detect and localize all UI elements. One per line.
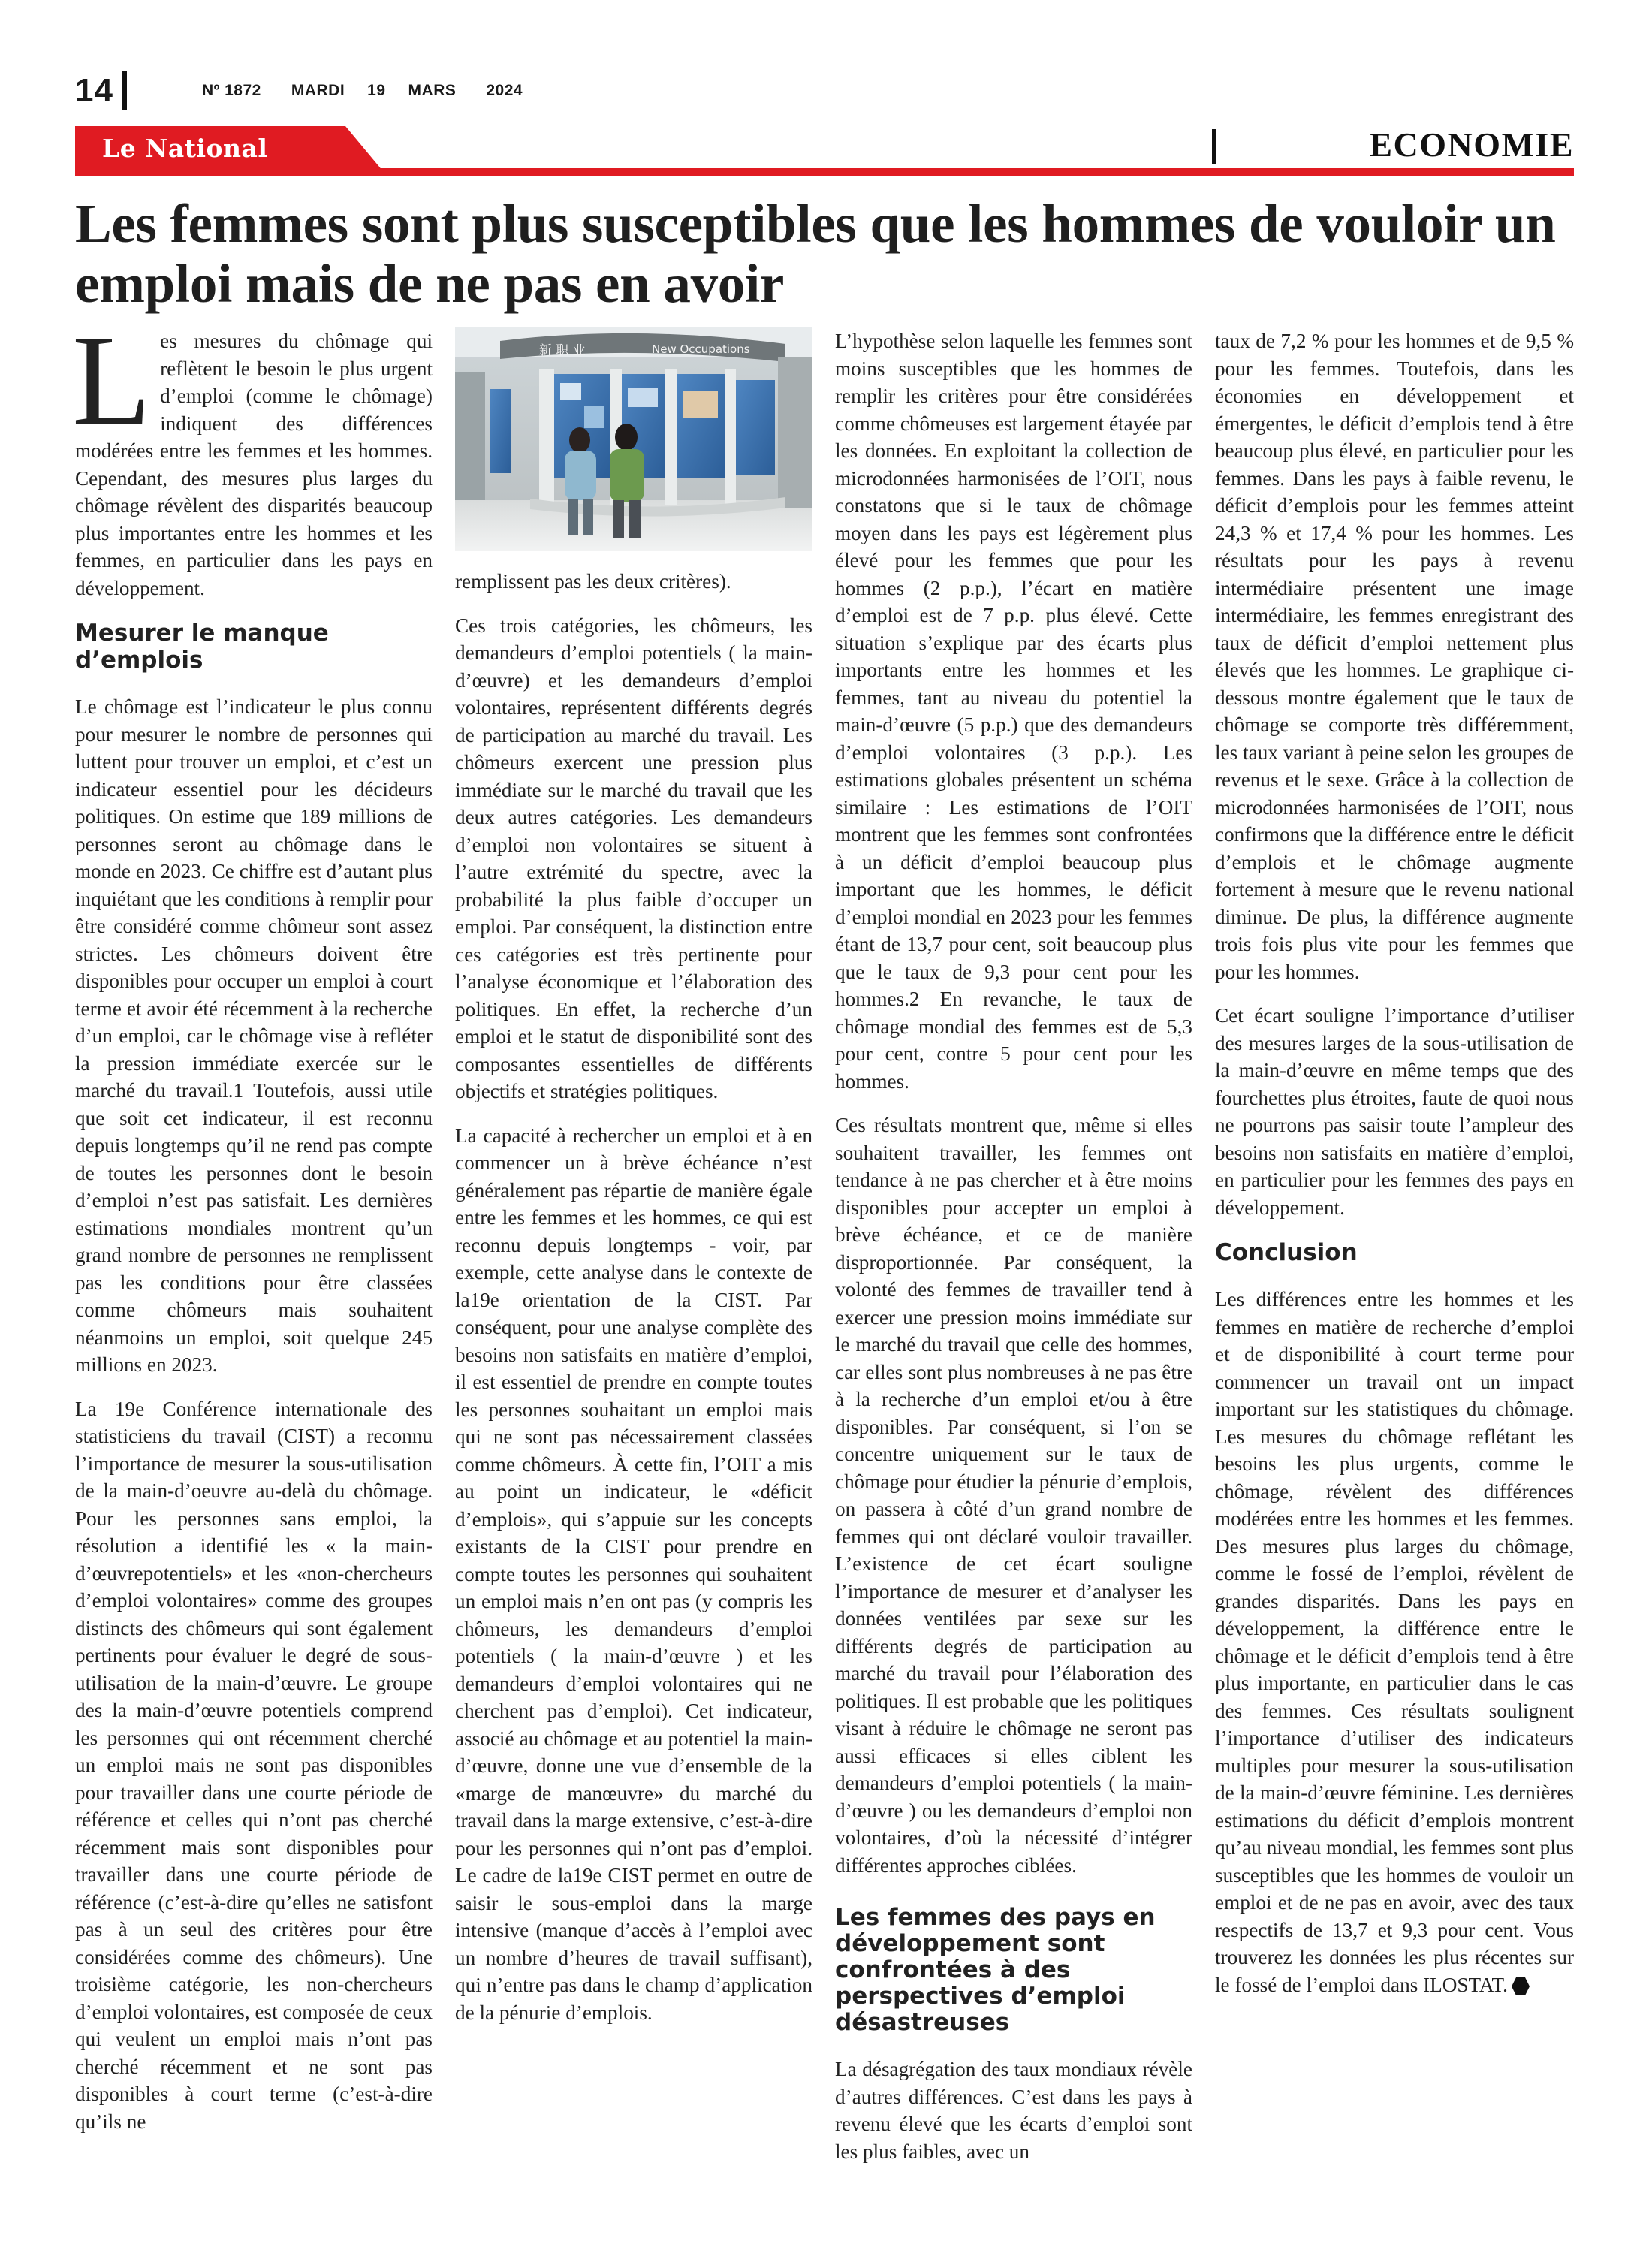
lead-paragraph <box>72 309 433 602</box>
page-number: 14 <box>75 72 113 109</box>
brand-logo: Le National <box>102 134 268 163</box>
folio <box>75 69 523 113</box>
paragraph: La désagrégation des taux mondiaux révèle d’autres différences. C’est dans les pays à revenu élevé que les écarts d’emploi sont les plus faibles, avec un <box>835 2058 1192 2163</box>
conclusion-paragraph <box>1215 1286 1574 1998</box>
section-divider <box>1212 129 1216 164</box>
article-photo <box>455 327 812 551</box>
article-column-4 <box>1215 327 1574 2015</box>
article-column-1 <box>72 309 433 2152</box>
conclusion-text: Les différences entre les hommes et les femmes en matière de recherche d’emploi et de disponibilité à court terme pour commencer un travail ont un impact important sur les statistiques du chômage. Les mesures du chômage reflétant les besoins les plus urgents, comme le chômage, révèlent des différences modérées entre les hommes et les femmes. Des mesures plus larges du chômage, comme le fossé de l’emploi, révèlent de grandes disparités. Dans les pays en développement, la différence entre le chômage et le déficit d’emplois tend à être plus importante, en particulier dans le cas des femmes. Ces résultats soulignent l’importance d’utiliser des indicateurs multiples pour mesurer la sous-utilisation de la main-d’œuvre féminine. Les dernières estimations du déficit d’emplois montrent qu’au niveau mondial, les femmes sont plus susceptibles que les hommes de vouloir un emploi et de ne pas en avoir, avec des taux respectifs de 13,7 et 9,3 pour cent. Vous trouverez les données les plus récentes sur le fossé de l’emploi dans ILOSTAT. <box>1215 1288 1574 1996</box>
paragraph: L’hypothèse selon laquelle les femmes sont moins susceptibles que les hommes de remplir les critères pour être considérées comme chômeuses est largement étayée par les données. En exploitant la collection de microdonnées harmonisées de l’OIT, nous constatons que si le taux de chômage moyen dans les pays est légèrement plus élevé pour les femmes que pour les hommes (2 p.p.), l’écart en matière d’emploi est de 7 p.p. plus élevé. Cette situation s’explique par des écarts plus importants entre les hommes et les femmes, tant au niveau du potentiel la main-d’œuvre (5 p.p.) que des demandeurs d’emploi volontaires (3 p.p.). Les estimations globales présentent un schéma similaire : Les estimations de l’OIT montrent que les femmes sont confrontées à un déficit d’emploi beaucoup plus important que les hommes, le déficit d’emploi mondial en 2023 pour les femmes étant de 13,7 pour cent, soit beaucoup plus que le taux de 9,3 pour cent pour les hommes.2 En revanche, le taux de chômage mondial des femmes est de 5,3 pour cent, contre 5 pour cent pour les hommes. <box>835 330 1192 1093</box>
date-day: 19 <box>367 82 386 99</box>
date-weekday: MARDI <box>291 82 345 99</box>
folio-divider <box>122 71 127 110</box>
issue-number: Nº 1872 <box>201 82 261 99</box>
section-label: ECONOMIE <box>1369 125 1574 164</box>
paragraph: Ces trois catégories, les chômeurs, les demandeurs d’emploi potentiels ( la main-d’œuvre) et les demandeurs d’emploi volontaires, représentent différents degrés de participation au marché du travail. Les chômeurs exercent une pression plus immédiate sur le marché du travail que les deux autres catégories. Les demandeurs d’emploi non volontaires se situent à l’autre extrémité du spectre, avec la probabilité la plus faible d’occuper un emploi. Par conséquent, la distinction entre ces catégories est très pertinente pour l’analyse économique et l’élaboration des politiques. En effet, la recherche d’un emploi et le statut de disponibilité sont des composantes essentielles de différents objectifs et stratégies politiques. <box>455 614 812 1102</box>
paragraph: Cet écart souligne l’importance d’utiliser des mesures larges de la sous-utilisation de la main-d’œuvre en même temps que des fourchettes plus étroites, faute de quoi nous ne pourrons pas saisir toute l’ampleur des besoins non satisfaits en matière d’emploi, en particulier pour les femmes des pays en développement. <box>1215 1004 1574 1219</box>
article-column-3 <box>835 327 1192 2182</box>
photo-sign-cn: 新 职 业 <box>539 343 586 358</box>
date-year: 2024 <box>486 82 523 99</box>
paragraph: taux de 7,2 % pour les hommes et de 9,5 % pour les femmes. Toutefois, dans les économies en développement et émergentes, le déficit d’emplois tend à être beaucoup plus élevé, en particulier pour les femmes. Dans les pays à faible revenu, le déficit d’emplois pour les femmes atteint 24,3 % et 17,4 % pour les hommes. Les résultats pour les pays à revenu intermédiaire présentent une image intermédiaire, les femmes enregistrant des taux de déficit d’emploi nettement plus élevés que les hommes. Le graphique ci-dessous montre également que le taux de chômage se comporte très différemment, les taux variant à peine selon les groupes de revenus et le sexe. Grâce à la collection de microdonnées harmonisées de l’OIT, nous confirmons que la différence entre le déficit d’emplois et le chômage augmente fortement à mesure que le revenu national diminue. De plus, la différence augmente trois fois plus vite pour les femmes que pour les hommes. <box>1215 330 1574 983</box>
photo-sign-en: New Occupations <box>652 342 750 356</box>
subheading-conclusion: Conclusion <box>1215 1239 1358 1266</box>
photo-illustration <box>455 327 812 551</box>
article-end-mark-icon <box>1511 1977 1530 1996</box>
header-red-rule <box>75 168 1574 176</box>
subheading-pays-en-developpement: Les femmes des pays en développement sont confrontées à des perspectives d’emploi désastreuses <box>835 1904 1156 2036</box>
date-month: MARS <box>408 82 457 99</box>
paragraph: remplissent pas les deux critères). <box>455 570 731 593</box>
paragraph: Le chômage est l’indicateur le plus connu pour mesurer le nombre de personnes qui luttent pour trouver un emploi, et c’est un indicateur essentiel pour les décideurs politiques. On estime que 189 millions de personnes seront au chômage dans le monde en 2023. Ce chiffre est d’autant plus inquiétant que les conditions à remplir pour être considéré comme chômeur sont assez strictes. Les chômeurs doivent être disponibles pour occuper un emploi à court terme et avoir été récemment à la recherche d’un emploi, car le chômage vise à refléter la pression immédiate exercée sur le marché du travail.1 Toutefois, aussi utile que soit cet indicateur, il est reconnu depuis longtemps qu’il ne rend pas compte de toutes les personnes dont le besoin d’emploi n’est pas satisfait. Les dernières estimations mondiales montrent qu’un grand nombre de personnes ne remplissent pas les conditions pour être classées comme chômeurs mais souhaitent néanmoins un emploi, soit quelque 245 millions en 2023. <box>75 695 433 1376</box>
paragraph: La 19e Conférence internationale des statisticiens du travail (CIST) a reconnu l’importance de mesurer la sous-utilisation de la main-d’oeuvre au-delà du chômage. Pour les personnes sans emploi, la résolution a identifié les « la main-d’œuvrepotentiels» et les «non-chercheurs d’emploi volontaires» comme des groupes distincts des chômeurs qui sont également pertinents pour évaluer le degré de sous-utilisation de la main-d’œuvre. Le groupe des la main-d’œuvre potentiels comprend les personnes qui ont récemment cherché un emploi mais ne sont pas disponibles pour travailler dans une courte période de référence et celles qui n’ont pas cherché récemment mais sont disponibles pour travailler dans une courte période de référence (c’est-à-dire qu’elles ne satisfont pas à un seul des critères pour être considérées comme des chômeurs). Une troisième catégorie, les non-chercheurs d’emploi volontaires, est composée de ceux qui veulent un emploi mais n’ont pas cherché récemment et ne sont pas disponibles à court terme (c’est-à-dire qu’ils ne <box>75 1397 433 2133</box>
paragraph: La capacité à rechercher un emploi et à en commencer un à brève échéance n’est généralement pas répartie de manière égale entre les femmes et les hommes, ce qui est reconnu depuis longtemps - voir, par exemple, cette analyse dans le contexte de la19e orientation de la CIST. Par conséquent, pour une analyse complète des besoins non satisfaits en matière d’emploi, il est essentiel de prendre en compte toutes les personnes souhaitant un emploi mais qui ne sont pas nécessairement classées comme chômeurs. À cette fin, l’OIT a mis au point un indicateur, le «déficit d’emplois», qui s’appuie sur les concepts existants de la CIST pour prendre en compte toutes les personnes qui souhaitent un emploi mais n’en ont pas (y compris les chômeurs, les demandeurs d’emploi potentiels ( la main-d’œuvre ) et les demandeurs d’emploi volontaires qui ne cherchent pas d’emploi). Cet indicateur, associé au chômage et au potentiel la main-d’œuvre, donne une vue d’ensemble de la «marge de manœuvre» du marché du travail dans la marge extensive, c’est-à-dire pour les personnes qui n’ont pas d’emploi. Le cadre de la19e CIST permet en outre de saisir le sous-emploi dans la marge intensive (manque d’accès à l’emploi avec un nombre d’heures de travail suffisant), qui n’entre pas dans le champ d’application de la pénurie d’emplois. <box>455 1123 812 2024</box>
article-column-2 <box>455 327 812 2043</box>
paragraph: Ces résultats montrent que, même si elles souhaitent travailler, les femmes ont tendance à ne pas chercher et à être moins disponibles pour accepter un emploi à brève échéance, et ce de manière disproportionnée. Par conséquent, la volonté des femmes de travailler tend à exercer une pression moins immédiate sur le marché du travail que celle des hommes, car elles sont plus nombreuses à ne pas être à la recherche d’un emploi et/ou à être disponibles. Par conséquent, si l’on se concentre uniquement sur le taux de chômage pour étudier la pénurie d’emplois, on passera à côté d’un grand nombre de femmes qui ont déclaré vouloir travailler. L’existence de cet écart souligne l’importance de mesurer et d’analyser les données ventilées par sexe sur les différents degrés de participation au marché du travail pour l’élaboration des politiques. Il est probable que les politiques visant à réduire le chômage ne seront pas aussi efficaces si elles ciblent les demandeurs d’emploi potentiels ( la main-d’œuvre ) ou les demandeurs d’emploi non volontaires, d’où la nécessité d’intégrer différentes approches ciblées. <box>835 1114 1192 1877</box>
subheading-mesurer: Mesurer le manque d’emplois <box>75 620 329 674</box>
drop-cap: L <box>72 309 152 452</box>
article-headline: Les femmes sont plus susceptibles que les hommes de vouloir un emploi mais de ne pas en avoir <box>75 193 1556 314</box>
brand-tab <box>75 126 383 171</box>
lead-text: es mesures du chômage qui reflètent le besoin le plus urgent d’emploi (comme le chômage) indiquent des différences modérées entre les femmes et les hommes. Cependant, des mesures plus larges du chômage révèlent des disparités beaucoup plus importantes entre les hommes et les femmes, en particulier dans les pays en développement. <box>75 330 433 599</box>
